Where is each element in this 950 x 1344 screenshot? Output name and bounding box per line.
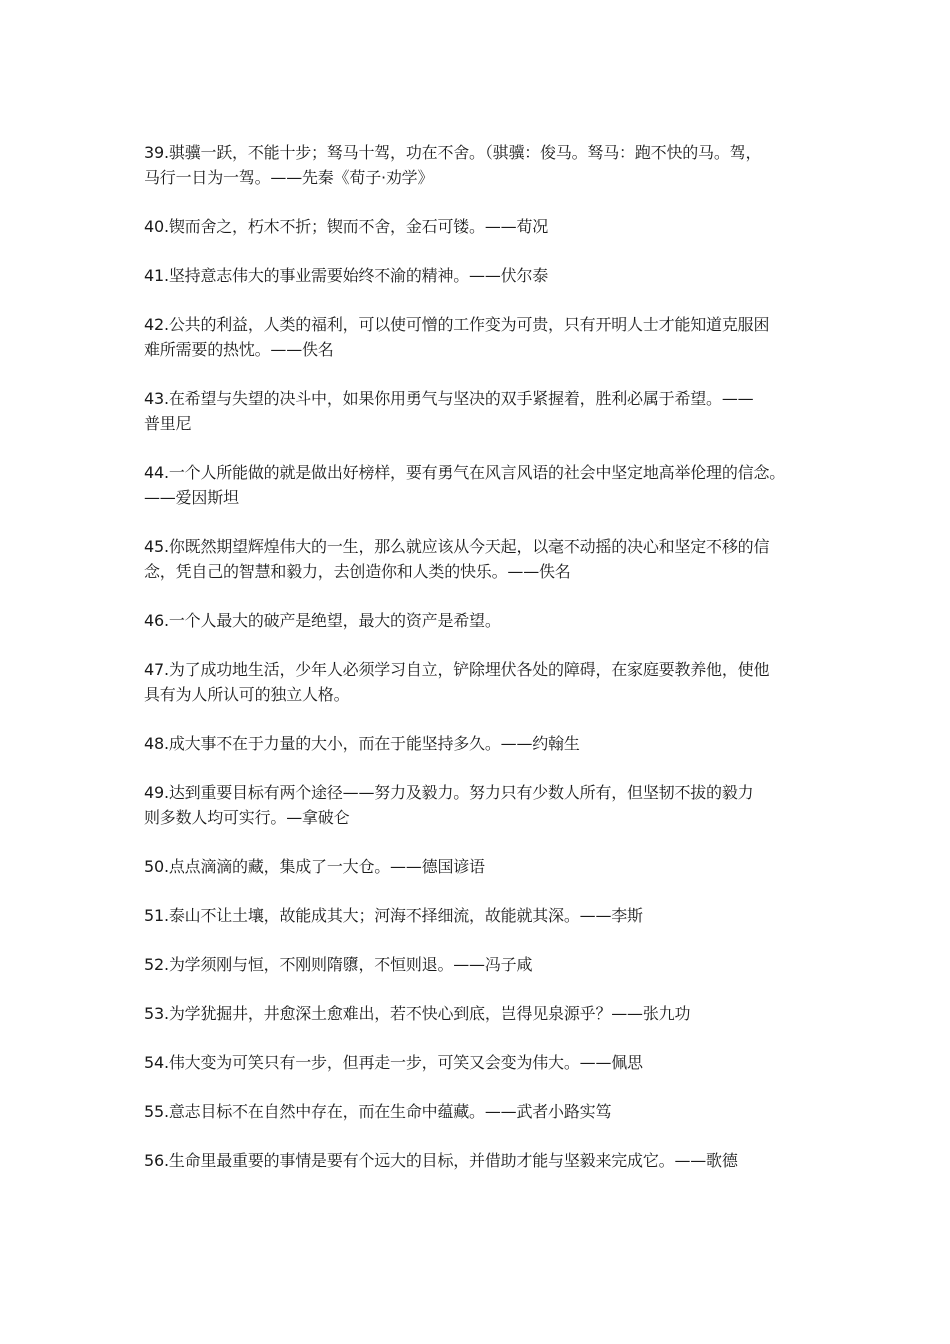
quote-item-44: 44.一个人所能做的就是做出好榜样，要有勇气在风言风语的社会中坚定地高举伦理的信念。 ——爱因斯坦 (144, 463, 786, 507)
quote-item-51: 51.泰山不让土壤，故能成其大；河海不择细流，故能就其深。——李斯 (144, 906, 643, 925)
quote-item-40: 40.锲而舍之，朽木不折；锲而不舍，金石可镂。——荀况 (144, 217, 549, 236)
quote-item-48: 48.成大事不在于力量的大小，而在于能坚持多久。——约翰生 (144, 734, 580, 753)
quote-item-45: 45.你既然期望辉煌伟大的一生，那么就应该从今天起，以毫不动摇的决心和坚定不移的信 念，凭自己的智慧和毅力，去创造你和人类的快乐。——佚名 (144, 537, 770, 581)
quote-item-52: 52.为学须刚与恒，不刚则隋隳，不恒则退。——冯子咸 (144, 955, 533, 974)
quote-list (144, 140, 816, 1197)
quote-item-49: 49.达到重要目标有两个途径——努力及毅力。努力只有少数人所有，但坚韧不拔的毅力 则多数人均可实行。—拿破仑 (144, 783, 754, 827)
quote-item-54: 54.伟大变为可笑只有一步，但再走一步，可笑又会变为伟大。——佩思 (144, 1053, 643, 1072)
quote-item-43: 43.在希望与失望的决斗中，如果你用勇气与坚决的双手紧握着，胜利必属于希望。—— 普里尼 (144, 389, 754, 433)
quote-item-56: 56.生命里最重要的事情是要有个远大的目标，并借助才能与坚毅来完成它。——歌德 (144, 1151, 738, 1170)
quote-item-39: 39.骐骥一跃，不能十步；驽马十驾，功在不舍。（骐骥：俊马。驽马：跑不快的马。驾， 马行一日为一驾。——先秦《荀子·劝学》 (144, 143, 762, 187)
quote-item-55: 55.意志目标不在自然中存在，而在生命中蕴藏。——武者小路实笃 (144, 1102, 612, 1121)
quote-item-42: 42.公共的利益，人类的福利，可以使可憎的工作变为可贵，只有开明人士才能知道克服困 难所需要的热忱。——佚名 (144, 315, 770, 359)
quote-item-50: 50.点点滴滴的藏，集成了一大仓。——德国谚语 (144, 857, 485, 876)
quote-item-41: 41.坚持意志伟大的事业需要始终不渝的精神。——伏尔泰 (144, 266, 549, 285)
quote-item-47: 47.为了成功地生活，少年人必须学习自立，铲除埋伏各处的障碍，在家庭要教养他，使他 具有为人所认可的独立人格。 (144, 660, 770, 704)
quote-item-53: 53.为学犹掘井，井愈深土愈难出，若不快心到底，岂得见泉源乎？——张九功 (144, 1004, 691, 1023)
quote-item-46: 46.一个人最大的破产是绝望，最大的资产是希望。 (144, 611, 501, 630)
